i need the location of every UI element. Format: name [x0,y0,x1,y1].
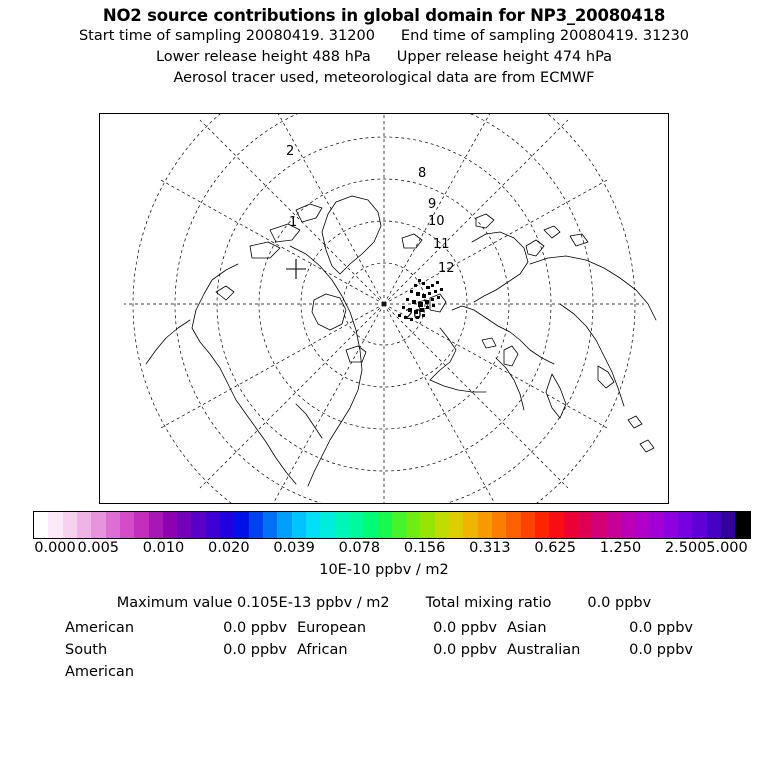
colorbar-segment [335,512,349,538]
colorbar-segment [163,512,177,538]
colorbar-segment [191,512,205,538]
colorbar-segment [77,512,91,538]
colorbar-segment [149,512,163,538]
colorbar-segment [506,512,520,538]
colorbar-segment [292,512,306,538]
map-label: 8 [418,166,427,181]
start-time-label: Start time of sampling 20080419. 31200 [78,28,375,44]
colorbar-segment [263,512,277,538]
map-label: 2 [286,144,295,159]
region-value-asian: 0.0 ppbv [629,620,693,636]
map-label: 10 [428,214,445,229]
colorbar-segment [120,512,134,538]
colorbar-tick: 5.000 [706,540,748,556]
colorbar-segment [521,512,535,538]
colorbar-segment [664,512,678,538]
upper-release-height-label: Upper release height 474 hPa [396,49,613,65]
colorbar-tick: 0.078 [338,540,381,556]
colorbar-segment [621,512,635,538]
region-value-australian: 0.0 ppbv [629,642,693,658]
colorbar-segment [535,512,549,538]
region-contributions-grid [0,617,768,683]
colorbar-segment [206,512,220,538]
map-label: 12 [438,261,455,276]
colorbar-segment [48,512,62,538]
region-value-european: 0.0 ppbv [433,620,497,636]
colorbar-tick: 0.156 [403,540,446,556]
colorbar-segment [678,512,692,538]
colorbar-tick-labels [0,540,768,558]
colorbar-segment [134,512,148,538]
colorbar-segment [549,512,563,538]
colorbar-segment [449,512,463,538]
colorbar-tick: 0.313 [469,540,511,556]
colorbar-segment [578,512,592,538]
release-height-row [0,47,768,68]
page-title: NO2 source contributions in global domain for NP3_20080418 [102,6,666,25]
colorbar-tick: 0.020 [208,540,250,556]
total-mixing-ratio-value: 0.0 ppbv [587,595,652,611]
map-panel [99,113,669,504]
colorbar-segment [692,512,706,538]
map-label: 11 [433,237,450,252]
colorbar-segment [249,512,263,538]
colorbar-segment [320,512,334,538]
lower-release-height-label: Lower release height 488 hPa [155,49,371,65]
map-label: 9 [428,197,437,212]
colorbar-tick: 0.625 [534,540,576,556]
colorbar-segment [564,512,578,538]
colorbar-segment [406,512,420,538]
colorbar-segment [177,512,191,538]
colorbar-segment [592,512,606,538]
colorbar-segment [607,512,621,538]
colorbar-segment [106,512,120,538]
colorbar-segment [349,512,363,538]
colorbar-tick: 0.039 [273,540,315,556]
colorbar-segment [435,512,449,538]
colorbar-segment [735,512,749,538]
coastlines [146,196,656,486]
colorbar-segment [649,512,663,538]
colorbar-segment [392,512,406,538]
colorbar-tick: 0.010 [142,540,185,556]
colorbar-segment [478,512,492,538]
colorbar-unit-label: 10E-10 ppbv / m2 [319,562,449,578]
release-location-marker [286,259,306,279]
tracer-meteo-label: Aerosol tracer used, meteorological data are from ECMWF [173,70,595,86]
stats-top-row [0,593,768,614]
region-value-american: 0.0 ppbv [223,620,287,636]
colorbar-tick: 1.250 [599,540,642,556]
colorbar-tick: 2.500 [664,540,707,556]
colorbar-segment [463,512,477,538]
colorbar [33,511,751,539]
region-name-australian: Australian [507,642,581,658]
colorbar-segment [234,512,248,538]
colorbar-segment [707,512,721,538]
map-svg [100,114,668,503]
region-name-asian: Asian [507,620,547,636]
colorbar-segment [306,512,320,538]
colorbar-tick: 0.000 [34,540,76,556]
colorbar-segment [420,512,434,538]
region-name-african: African [297,642,348,658]
chart-header [0,0,768,89]
region-name-south-american: South American [65,642,135,680]
region-value-south-american: 0.0 ppbv [223,642,287,658]
sampling-time-row [0,26,768,47]
region-name-american: American [65,620,135,636]
colorbar-tick: 0.005 [77,540,120,556]
colorbar-segment [63,512,77,538]
colorbar-segment [721,512,735,538]
colorbar-segment [492,512,506,538]
colorbar-segment [635,512,649,538]
end-time-label: End time of sampling 20080419. 31230 [400,28,690,44]
map-label: 20 [405,308,422,323]
colorbar-segment [378,512,392,538]
total-mixing-ratio-label: Total mixing ratio [425,595,552,611]
colorbar-segment [277,512,291,538]
colorbar-segment [363,512,377,538]
map-label: 1 [289,215,298,230]
colorbar-segment [220,512,234,538]
maximum-value-label: Maximum value 0.105E-13 ppbv / m2 [116,595,390,611]
statistics-panel [0,593,768,683]
colorbar-segment [34,512,48,538]
region-value-african: 0.0 ppbv [433,642,497,658]
region-name-european: European [297,620,367,636]
colorbar-segment [91,512,105,538]
